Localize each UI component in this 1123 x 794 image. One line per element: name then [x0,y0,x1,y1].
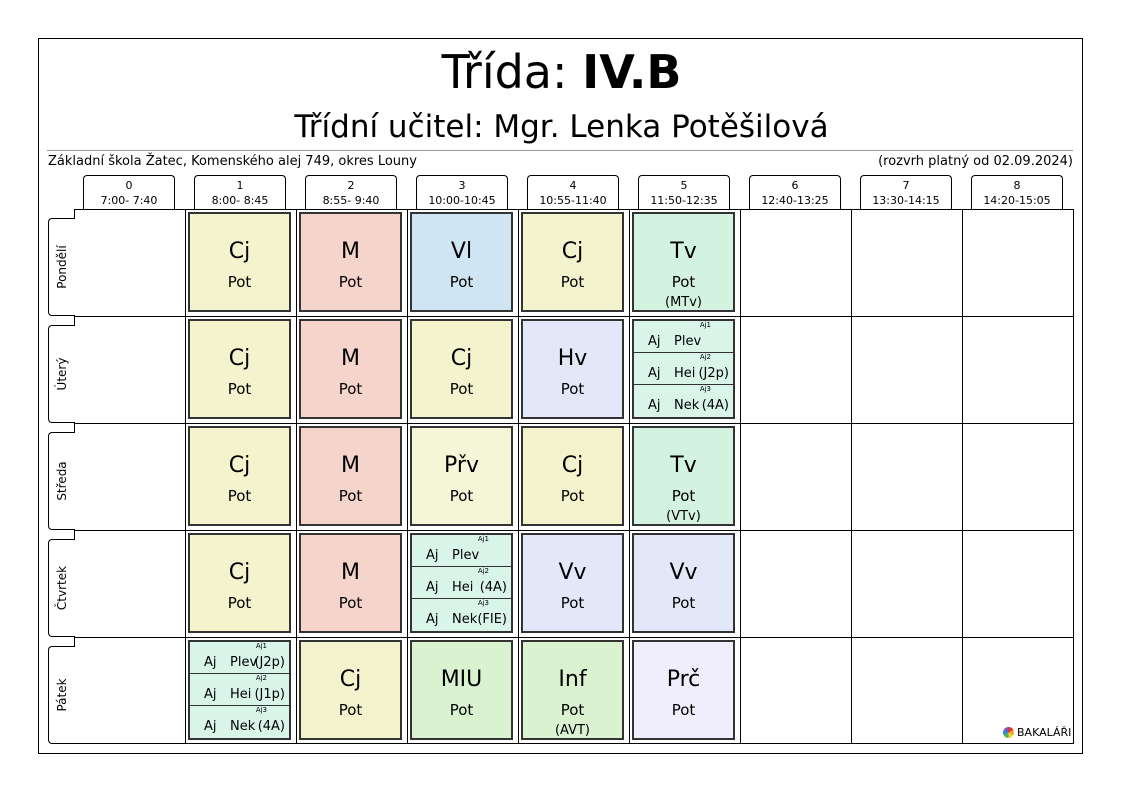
lesson-cell[interactable] [188,426,291,526]
split-lesson-cell[interactable] [188,640,291,740]
lesson-subject: MIU [440,667,483,692]
period-header-6: 6 12:40-13:25 [749,175,841,209]
lesson-subject: Tv [670,453,697,478]
day-label-tuesday: Úterý [48,325,75,423]
lesson-teacher: Pot [338,594,363,612]
lesson-teacher: Pot [449,380,474,398]
validity-date: (rozvrh platný od 02.09.2024) [878,154,1073,169]
lesson-room: (AVT) [554,723,591,738]
lesson-teacher: Pot [671,594,696,612]
lesson-subject: Prč [666,667,701,692]
lesson-subject: M [341,560,360,585]
lesson-teacher: Pot [560,487,585,505]
period-header-7: 7 13:30-14:15 [860,175,952,209]
class-name: IV.B [582,45,682,99]
lesson-subject: Přv [444,453,479,478]
lesson-cell[interactable] [410,319,513,419]
lesson-room: (MTv) [665,295,702,310]
lesson-subject: Cj [228,239,251,264]
lesson-cell[interactable] [632,212,735,312]
period-header-2: 2 8:55- 9:40 [305,175,397,209]
group-lesson[interactable]: Aj1 Aj Plev (J2p) [190,642,289,674]
day-label-thursday: Čtvrtek [48,539,75,637]
period-header-1: 1 8:00- 8:45 [194,175,286,209]
lesson-teacher: Pot [338,380,363,398]
grid-line [74,530,1074,531]
grid-line [407,209,408,744]
page-title: Třída: IV.B [441,45,682,99]
lesson-cell[interactable] [188,319,291,419]
lesson-subject: Cj [561,453,584,478]
lesson-cell[interactable] [410,212,513,312]
day-label-wednesday: Středa [48,432,75,530]
lesson-teacher: Pot [449,487,474,505]
lesson-subject: M [341,239,360,264]
grid-line [629,209,630,744]
lesson-teacher: Pot [560,594,585,612]
lesson-subject: M [341,346,360,371]
lesson-cell[interactable] [632,533,735,633]
lesson-teacher: Pot [560,701,585,719]
lesson-subject: Cj [228,453,251,478]
lesson-cell[interactable] [410,640,513,740]
lesson-subject: Vl [450,239,473,264]
grid-line [518,209,519,744]
bakalari-logo: BAKALÁŘI [1003,726,1071,740]
lesson-teacher: Pot [338,701,363,719]
group-lesson[interactable]: Aj3 Aj Nek (4A) [204,706,285,734]
lesson-subject: Cj [561,239,584,264]
split-lesson-cell[interactable] [632,319,735,419]
lesson-cell[interactable] [299,533,402,633]
lesson-teacher: Pot [671,273,696,291]
group-lesson[interactable]: Aj1 Aj Plev [634,321,733,353]
lesson-teacher: Pot [560,380,585,398]
grid-line [185,209,186,744]
split-lesson-cell[interactable] [410,533,513,633]
lesson-cell[interactable] [299,426,402,526]
bakalari-hex-icon [1003,727,1014,738]
lesson-cell[interactable] [632,640,735,740]
lesson-cell[interactable] [521,533,624,633]
lesson-teacher: Pot [227,380,252,398]
lesson-subject: Vv [669,560,698,585]
group-lesson[interactable]: Aj3 Aj Nek (FIE) [426,599,507,627]
group-lesson[interactable]: Aj2 Aj Hei (J1p) [190,674,289,706]
lesson-teacher: Pot [227,487,252,505]
lesson-cell[interactable] [521,319,624,419]
lesson-teacher: Pot [671,487,696,505]
lesson-cell[interactable] [632,426,735,526]
lesson-subject: Cj [339,667,362,692]
lesson-teacher: Pot [227,273,252,291]
day-label-friday: Pátek [48,646,75,744]
group-lesson[interactable]: Aj2 Aj Hei (4A) [412,567,511,599]
lesson-subject: Cj [228,560,251,585]
grid-line [296,209,297,744]
day-label-monday: Pondělí [48,218,75,316]
lesson-cell[interactable] [521,640,624,740]
lesson-teacher: Pot [227,594,252,612]
lesson-subject: Vv [558,560,587,585]
group-lesson[interactable]: Aj1 Aj Plev [412,535,511,567]
lesson-subject: Cj [228,346,251,371]
lesson-cell[interactable] [188,212,291,312]
lesson-teacher: Pot [338,487,363,505]
period-header-4: 4 10:55-11:40 [527,175,619,209]
lesson-teacher: Pot [338,273,363,291]
period-header-3: 3 10:00-10:45 [416,175,508,209]
period-header-5: 5 11:50-12:35 [638,175,730,209]
lesson-subject: Inf [558,667,587,692]
header-divider [47,150,1073,151]
grid-line [851,209,852,744]
lesson-subject: Cj [450,346,473,371]
lesson-cell[interactable] [188,533,291,633]
period-header-0: 0 7:00- 7:40 [83,175,175,209]
lesson-cell[interactable] [521,212,624,312]
grid-line [740,209,741,744]
school-name: Základní škola Žatec, Komenského alej 749, okres Louny [48,154,417,169]
class-teacher: Třídní učitel: Mgr. Lenka Potěšilová [294,109,829,145]
grid-line [74,637,1074,638]
lesson-room: (VTv) [666,509,701,524]
lesson-subject: Tv [670,239,697,264]
lesson-cell[interactable] [299,640,402,740]
lesson-teacher: Pot [560,273,585,291]
lesson-cell[interactable] [521,426,624,526]
lesson-subject: M [341,453,360,478]
lesson-teacher: Pot [449,701,474,719]
period-header-8: 8 14:20-15:05 [971,175,1063,209]
lesson-subject: Hv [557,346,588,371]
grid-line [74,316,1074,317]
lesson-cell[interactable] [299,212,402,312]
lesson-teacher: Pot [671,701,696,719]
group-lesson[interactable]: Aj3 Aj Nek (4A) [648,385,729,413]
lesson-cell[interactable] [299,319,402,419]
group-lesson[interactable]: Aj2 Aj Hei (J2p) [634,353,733,385]
grid-line [962,209,963,744]
lesson-cell[interactable] [410,426,513,526]
lesson-teacher: Pot [449,273,474,291]
grid-line [74,423,1074,424]
